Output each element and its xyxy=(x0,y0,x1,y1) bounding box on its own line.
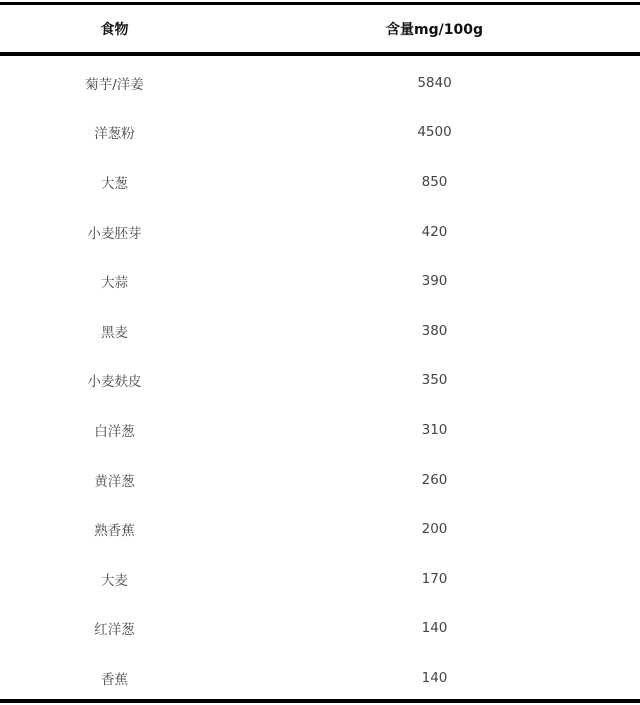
food-cell: 红洋葱 xyxy=(94,622,135,639)
food-cell: 黑麦 xyxy=(101,324,128,341)
content-cell: 4500 xyxy=(417,124,452,141)
table-row xyxy=(0,455,640,505)
content-cell: 310 xyxy=(421,421,448,438)
food-cell: 大麦 xyxy=(101,572,128,589)
content-cell: 420 xyxy=(421,223,448,240)
table-row xyxy=(0,405,640,455)
content-cell: 380 xyxy=(421,322,448,339)
food-cell: 菊芋/洋姜 xyxy=(85,76,144,93)
content-cell: 140 xyxy=(421,669,448,686)
food-cell: 香蕉 xyxy=(101,671,128,688)
food-cell: 小麦麸皮 xyxy=(87,374,142,391)
table-row xyxy=(0,504,640,554)
table-header-row xyxy=(0,5,640,52)
content-cell: 5840 xyxy=(417,74,452,91)
table-row xyxy=(0,554,640,604)
table-row xyxy=(0,306,640,356)
table-row xyxy=(0,604,640,654)
table-row xyxy=(0,108,640,158)
food-cell: 小麦胚芽 xyxy=(87,225,142,242)
table-row xyxy=(0,58,640,108)
table-bottom-rule xyxy=(0,699,640,703)
content-cell: 850 xyxy=(421,173,448,190)
food-cell: 黄洋葱 xyxy=(94,473,135,490)
food-cell: 白洋葱 xyxy=(94,423,135,440)
table-body xyxy=(0,58,640,703)
content-cell: 140 xyxy=(421,620,448,637)
content-cell: 390 xyxy=(421,273,448,290)
header-content: 含量mg/100g xyxy=(386,21,483,38)
content-cell: 260 xyxy=(421,471,448,488)
food-cell: 大蒜 xyxy=(101,275,128,292)
table-header-rule xyxy=(0,52,640,56)
food-cell: 洋葱粉 xyxy=(94,126,135,143)
food-cell: 大葱 xyxy=(101,175,128,192)
content-cell: 200 xyxy=(421,521,448,538)
table-row xyxy=(0,356,640,406)
table-row xyxy=(0,207,640,257)
table-row xyxy=(0,157,640,207)
table-row xyxy=(0,653,640,703)
table-row xyxy=(0,256,640,306)
content-cell: 350 xyxy=(421,372,448,389)
content-cell: 170 xyxy=(421,570,448,587)
food-cell: 熟香蕉 xyxy=(94,523,135,540)
header-food: 食物 xyxy=(100,21,129,38)
